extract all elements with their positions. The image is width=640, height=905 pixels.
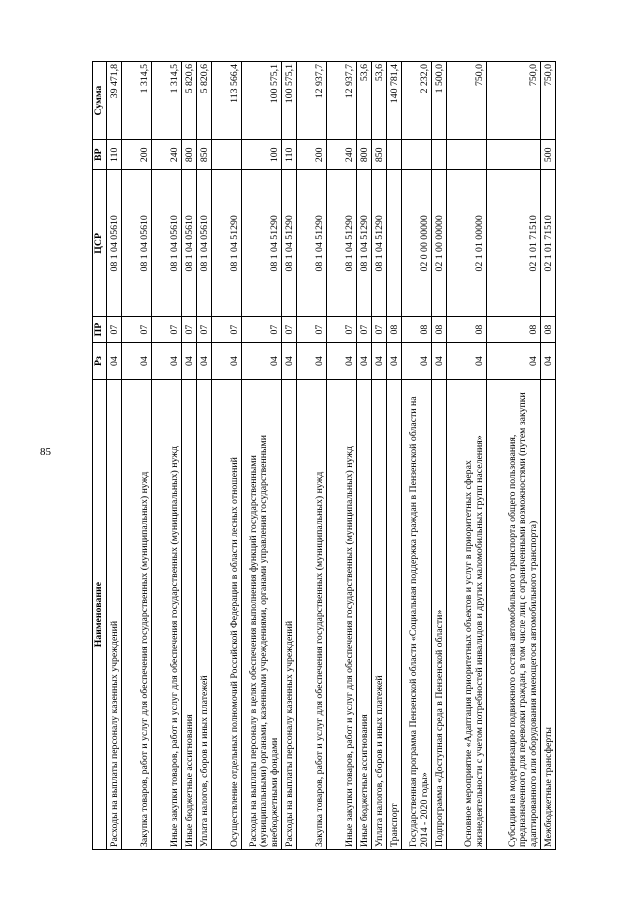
cell-pr: 08 [447, 317, 487, 343]
cell-vr: 100 [242, 140, 282, 170]
cell-csr: 08 1 04 51290 [357, 170, 372, 317]
cell-sum: 100 575,1 [242, 62, 282, 140]
cell-name: Закупка товаров, работ и услуг для обеспечения государственных (муниципальных) нужд [122, 380, 152, 850]
cell-name: Расходы на выплаты персоналу казенных учреждений [107, 380, 122, 850]
table-row [197, 62, 212, 850]
cell-sum: 2 232,0 [402, 62, 432, 140]
cell-sum: 1 314,5 [152, 62, 182, 140]
cell-name: Расходы на выплаты персоналу в целях обеспечения выполнения функций государственными (муниципальными) органами, казенными учреждениями, органами управления государственными внебюджетными фондами [242, 380, 282, 850]
cell-vr [212, 140, 242, 170]
cell-rz: 04 [242, 342, 282, 379]
cell-name: Закупка товаров, работ и услуг для обеспечения государственных (муниципальных) нужд [297, 380, 327, 850]
cell-csr: 08 1 04 05610 [107, 170, 122, 317]
cell-csr: 02 1 01 71510 [487, 170, 541, 317]
cell-vr: 800 [182, 140, 197, 170]
cell-sum: 750,0 [447, 62, 487, 140]
cell-pr: 07 [107, 317, 122, 343]
cell-csr: 02 1 01 00000 [447, 170, 487, 317]
cell-name: Уплата налогов, сборов и иных платежей [197, 380, 212, 850]
cell-vr [387, 140, 402, 170]
cell-sum: 53,6 [372, 62, 387, 140]
cell-sum: 5 820,6 [182, 62, 197, 140]
cell-vr: 800 [357, 140, 372, 170]
cell-vr: 240 [152, 140, 182, 170]
table-row [432, 62, 447, 850]
cell-name: Расходы на выплаты персоналу казенных учреждений [282, 380, 297, 850]
cell-csr: 08 1 04 05610 [197, 170, 212, 317]
cell-rz: 04 [182, 342, 197, 379]
cell-pr: 07 [212, 317, 242, 343]
cell-vr: 110 [282, 140, 297, 170]
cell-name: Межбюджетные трансферты [541, 380, 556, 850]
table-row [387, 62, 402, 850]
header-name: Наименование [93, 380, 107, 850]
cell-csr: 08 1 04 51290 [242, 170, 282, 317]
cell-csr: 08 1 04 05610 [122, 170, 152, 317]
cell-pr: 07 [152, 317, 182, 343]
cell-vr: 200 [297, 140, 327, 170]
cell-pr: 08 [487, 317, 541, 343]
cell-csr: 08 1 04 51290 [212, 170, 242, 317]
cell-sum: 140 781,4 [387, 62, 402, 140]
cell-pr: 07 [282, 317, 297, 343]
cell-vr [447, 140, 487, 170]
cell-sum: 750,0 [487, 62, 541, 140]
cell-sum: 113 566,4 [212, 62, 242, 140]
cell-pr: 07 [327, 317, 357, 343]
table-row [402, 62, 432, 850]
cell-vr [402, 140, 432, 170]
cell-csr: 02 1 00 00000 [432, 170, 447, 317]
header-vr: ВР [93, 140, 107, 170]
cell-name: Подпрограмма «Доступная среда в Пензенской области» [432, 380, 447, 850]
cell-rz: 04 [197, 342, 212, 379]
cell-name: Транспорт [387, 380, 402, 850]
cell-pr: 07 [297, 317, 327, 343]
header-sum: Сумма [93, 62, 107, 140]
cell-sum: 1 314,5 [122, 62, 152, 140]
cell-rz: 04 [297, 342, 327, 379]
cell-rz: 04 [282, 342, 297, 379]
cell-csr: 08 1 04 05610 [182, 170, 197, 317]
table-row [541, 62, 556, 850]
table-body [107, 62, 556, 850]
cell-vr: 240 [327, 140, 357, 170]
cell-rz: 04 [432, 342, 447, 379]
cell-pr: 08 [541, 317, 556, 343]
table-row [282, 62, 297, 850]
cell-rz: 04 [372, 342, 387, 379]
cell-vr: 850 [197, 140, 212, 170]
cell-pr: 07 [242, 317, 282, 343]
cell-csr: 02 1 01 71510 [541, 170, 556, 317]
cell-vr [432, 140, 447, 170]
cell-name: Иные бюджетные ассигнования [357, 380, 372, 850]
cell-rz: 04 [402, 342, 432, 379]
cell-sum: 5 820,6 [197, 62, 212, 140]
cell-name: Государственная программа Пензенской области «Социальная поддержка граждан в Пензенской области на 2014 - 2020 годы» [402, 380, 432, 850]
cell-rz: 04 [152, 342, 182, 379]
table-row [372, 62, 387, 850]
table-row [447, 62, 487, 850]
cell-sum: 750,0 [541, 62, 556, 140]
cell-name: Иные бюджетные ассигнования [182, 380, 197, 850]
cell-rz: 04 [541, 342, 556, 379]
table-row [107, 62, 122, 850]
cell-pr: 08 [432, 317, 447, 343]
cell-rz: 04 [357, 342, 372, 379]
cell-rz: 04 [447, 342, 487, 379]
cell-pr: 07 [122, 317, 152, 343]
cell-pr: 08 [387, 317, 402, 343]
cell-vr: 500 [541, 140, 556, 170]
page-number: 85 [40, 446, 51, 458]
cell-vr: 110 [107, 140, 122, 170]
cell-name: Осуществление отдельных полномочий Российской Федерации в области лесных отношений [212, 380, 242, 850]
table-row [122, 62, 152, 850]
rotated-page-content [92, 61, 569, 850]
table-row [297, 62, 327, 850]
cell-name: Уплата налогов, сборов и иных платежей [372, 380, 387, 850]
table-header-row [93, 62, 107, 850]
cell-name: Иные закупки товаров, работ и услуг для обеспечения государственных (муниципальных) нужд [327, 380, 357, 850]
cell-rz: 04 [387, 342, 402, 379]
table-row [357, 62, 372, 850]
cell-rz: 04 [212, 342, 242, 379]
cell-sum: 39 471,8 [107, 62, 122, 140]
table-row [182, 62, 197, 850]
cell-sum: 53,6 [357, 62, 372, 140]
cell-pr: 07 [182, 317, 197, 343]
header-rz: Рз [93, 342, 107, 379]
cell-csr: 08 1 04 51290 [327, 170, 357, 317]
cell-pr: 07 [372, 317, 387, 343]
cell-rz: 04 [487, 342, 541, 379]
cell-name: Иные закупки товаров, работ и услуг для обеспечения государственных (муниципальных) нужд [152, 380, 182, 850]
cell-pr: 07 [197, 317, 212, 343]
cell-csr: 08 1 04 05610 [152, 170, 182, 317]
table-row [152, 62, 182, 850]
cell-rz: 04 [327, 342, 357, 379]
cell-pr: 08 [402, 317, 432, 343]
cell-pr: 07 [357, 317, 372, 343]
cell-vr: 850 [372, 140, 387, 170]
table-row [487, 62, 541, 850]
cell-csr: 02 0 00 00000 [402, 170, 432, 317]
cell-csr [387, 170, 402, 317]
cell-sum: 12 937,7 [297, 62, 327, 140]
cell-csr: 08 1 04 51290 [282, 170, 297, 317]
budget-table [92, 61, 556, 850]
cell-vr: 200 [122, 140, 152, 170]
table-row [212, 62, 242, 850]
table-row [327, 62, 357, 850]
cell-csr: 08 1 04 51290 [297, 170, 327, 317]
cell-name: Субсидии на модернизацию подвижного состава автомобильного транспорта общего пользования, предназначенного для перевозки граждан, в том числе лиц с ограниченными возможностями (путем закупки адаптированного или оборудования имеющегося автомобильного транспорта) [487, 380, 541, 850]
header-csr: ЦСР [93, 170, 107, 317]
cell-rz: 04 [107, 342, 122, 379]
cell-vr [487, 140, 541, 170]
cell-sum: 12 937,7 [327, 62, 357, 140]
table-row [242, 62, 282, 850]
cell-sum: 100 575,1 [282, 62, 297, 140]
header-pr: ПР [93, 317, 107, 343]
cell-sum: 1 500,0 [432, 62, 447, 140]
cell-rz: 04 [122, 342, 152, 379]
cell-csr: 08 1 04 51290 [372, 170, 387, 317]
cell-name: Основное мероприятие «Адаптация приоритетных объектов и услуг в приоритетных сферах жизнедеятельности с учетом потребностей инвалидов и других маломобильных групп населения» [447, 380, 487, 850]
